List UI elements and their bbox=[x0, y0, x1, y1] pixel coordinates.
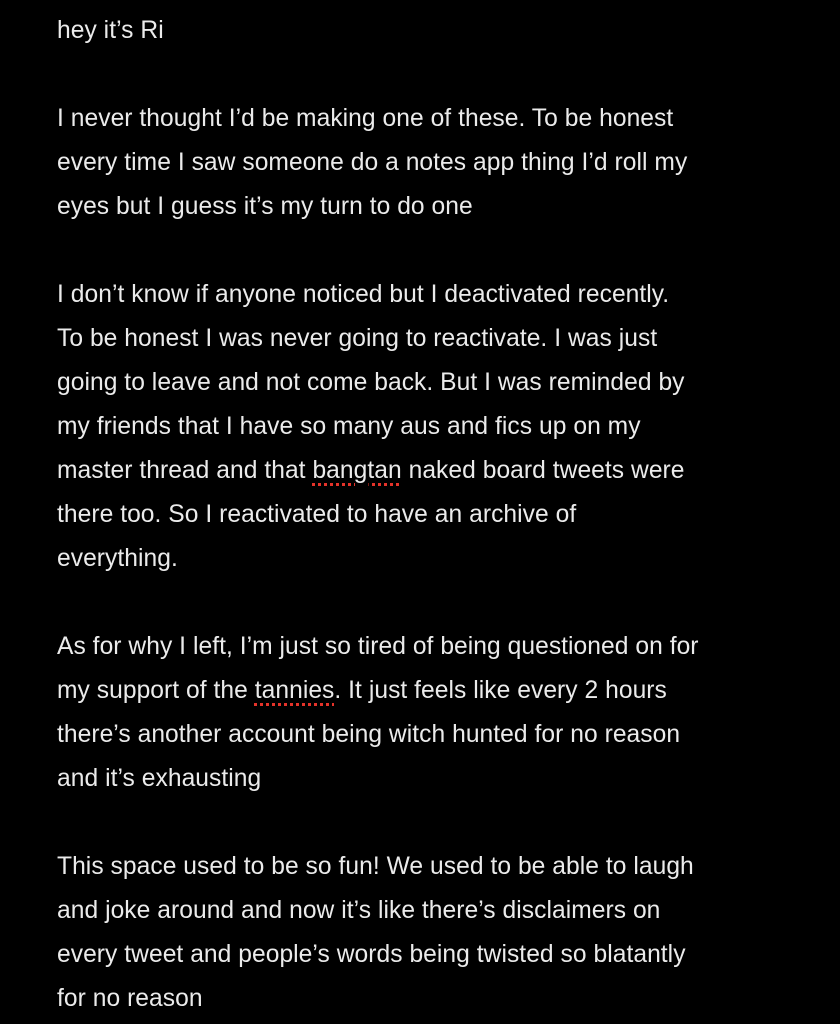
paragraph-2-line-1: I don’t know if anyone noticed but I deactivated recently. bbox=[57, 281, 670, 308]
text-segment: my support of the bbox=[57, 677, 255, 704]
paragraph-2-line-3: going to leave and not come back. But I was reminded by bbox=[57, 369, 685, 396]
paragraph-break bbox=[57, 581, 832, 625]
paragraph-4-line-2: and joke around and now it’s like there’s disclaimers on bbox=[57, 897, 661, 924]
paragraph-2-line-4: my friends that I have so many aus and fics up on my bbox=[57, 413, 641, 440]
paragraph-2-line-6: there too. So I reactivated to have an archive of bbox=[57, 501, 577, 528]
paragraph-break bbox=[57, 801, 832, 845]
note-greeting: hey it’s Ri bbox=[57, 17, 164, 44]
spellcheck-flagged-word[interactable]: bangtan bbox=[312, 457, 402, 484]
paragraph-2-line-2: To be honest I was never going to reactivate. I was just bbox=[57, 325, 658, 352]
note-text-area[interactable] bbox=[57, 9, 832, 1021]
paragraph-2-line-7: everything. bbox=[57, 545, 178, 572]
paragraph-3-line-4: and it’s exhausting bbox=[57, 765, 262, 792]
paragraph-4-line-4: for no reason bbox=[57, 985, 203, 1012]
paragraph-3-line-3: there’s another account being witch hunted for no reason bbox=[57, 721, 681, 748]
spellcheck-flagged-word[interactable]: tannies bbox=[254, 677, 335, 704]
paragraph-break bbox=[57, 229, 832, 273]
text-segment: naked board tweets were bbox=[401, 457, 685, 484]
paragraph-2-line-5 bbox=[57, 449, 832, 493]
paragraph-break bbox=[57, 53, 832, 97]
paragraph-1-line-1: I never thought I’d be making one of these. To be honest bbox=[57, 105, 674, 132]
text-segment: master thread and that bbox=[57, 457, 313, 484]
paragraph-1-line-2: every time I saw someone do a notes app thing I’d roll my bbox=[57, 149, 688, 176]
text-segment: . It just feels like every 2 hours bbox=[334, 677, 667, 704]
paragraph-3-line-1: As for why I left, I’m just so tired of being questioned on for bbox=[57, 633, 699, 660]
paragraph-4-line-3: every tweet and people’s words being twisted so blatantly bbox=[57, 941, 686, 968]
paragraph-4-line-1: This space used to be so fun! We used to be able to laugh bbox=[57, 853, 694, 880]
paragraph-3-line-2 bbox=[57, 669, 832, 713]
paragraph-1-line-3: eyes but I guess it’s my turn to do one bbox=[57, 193, 473, 220]
